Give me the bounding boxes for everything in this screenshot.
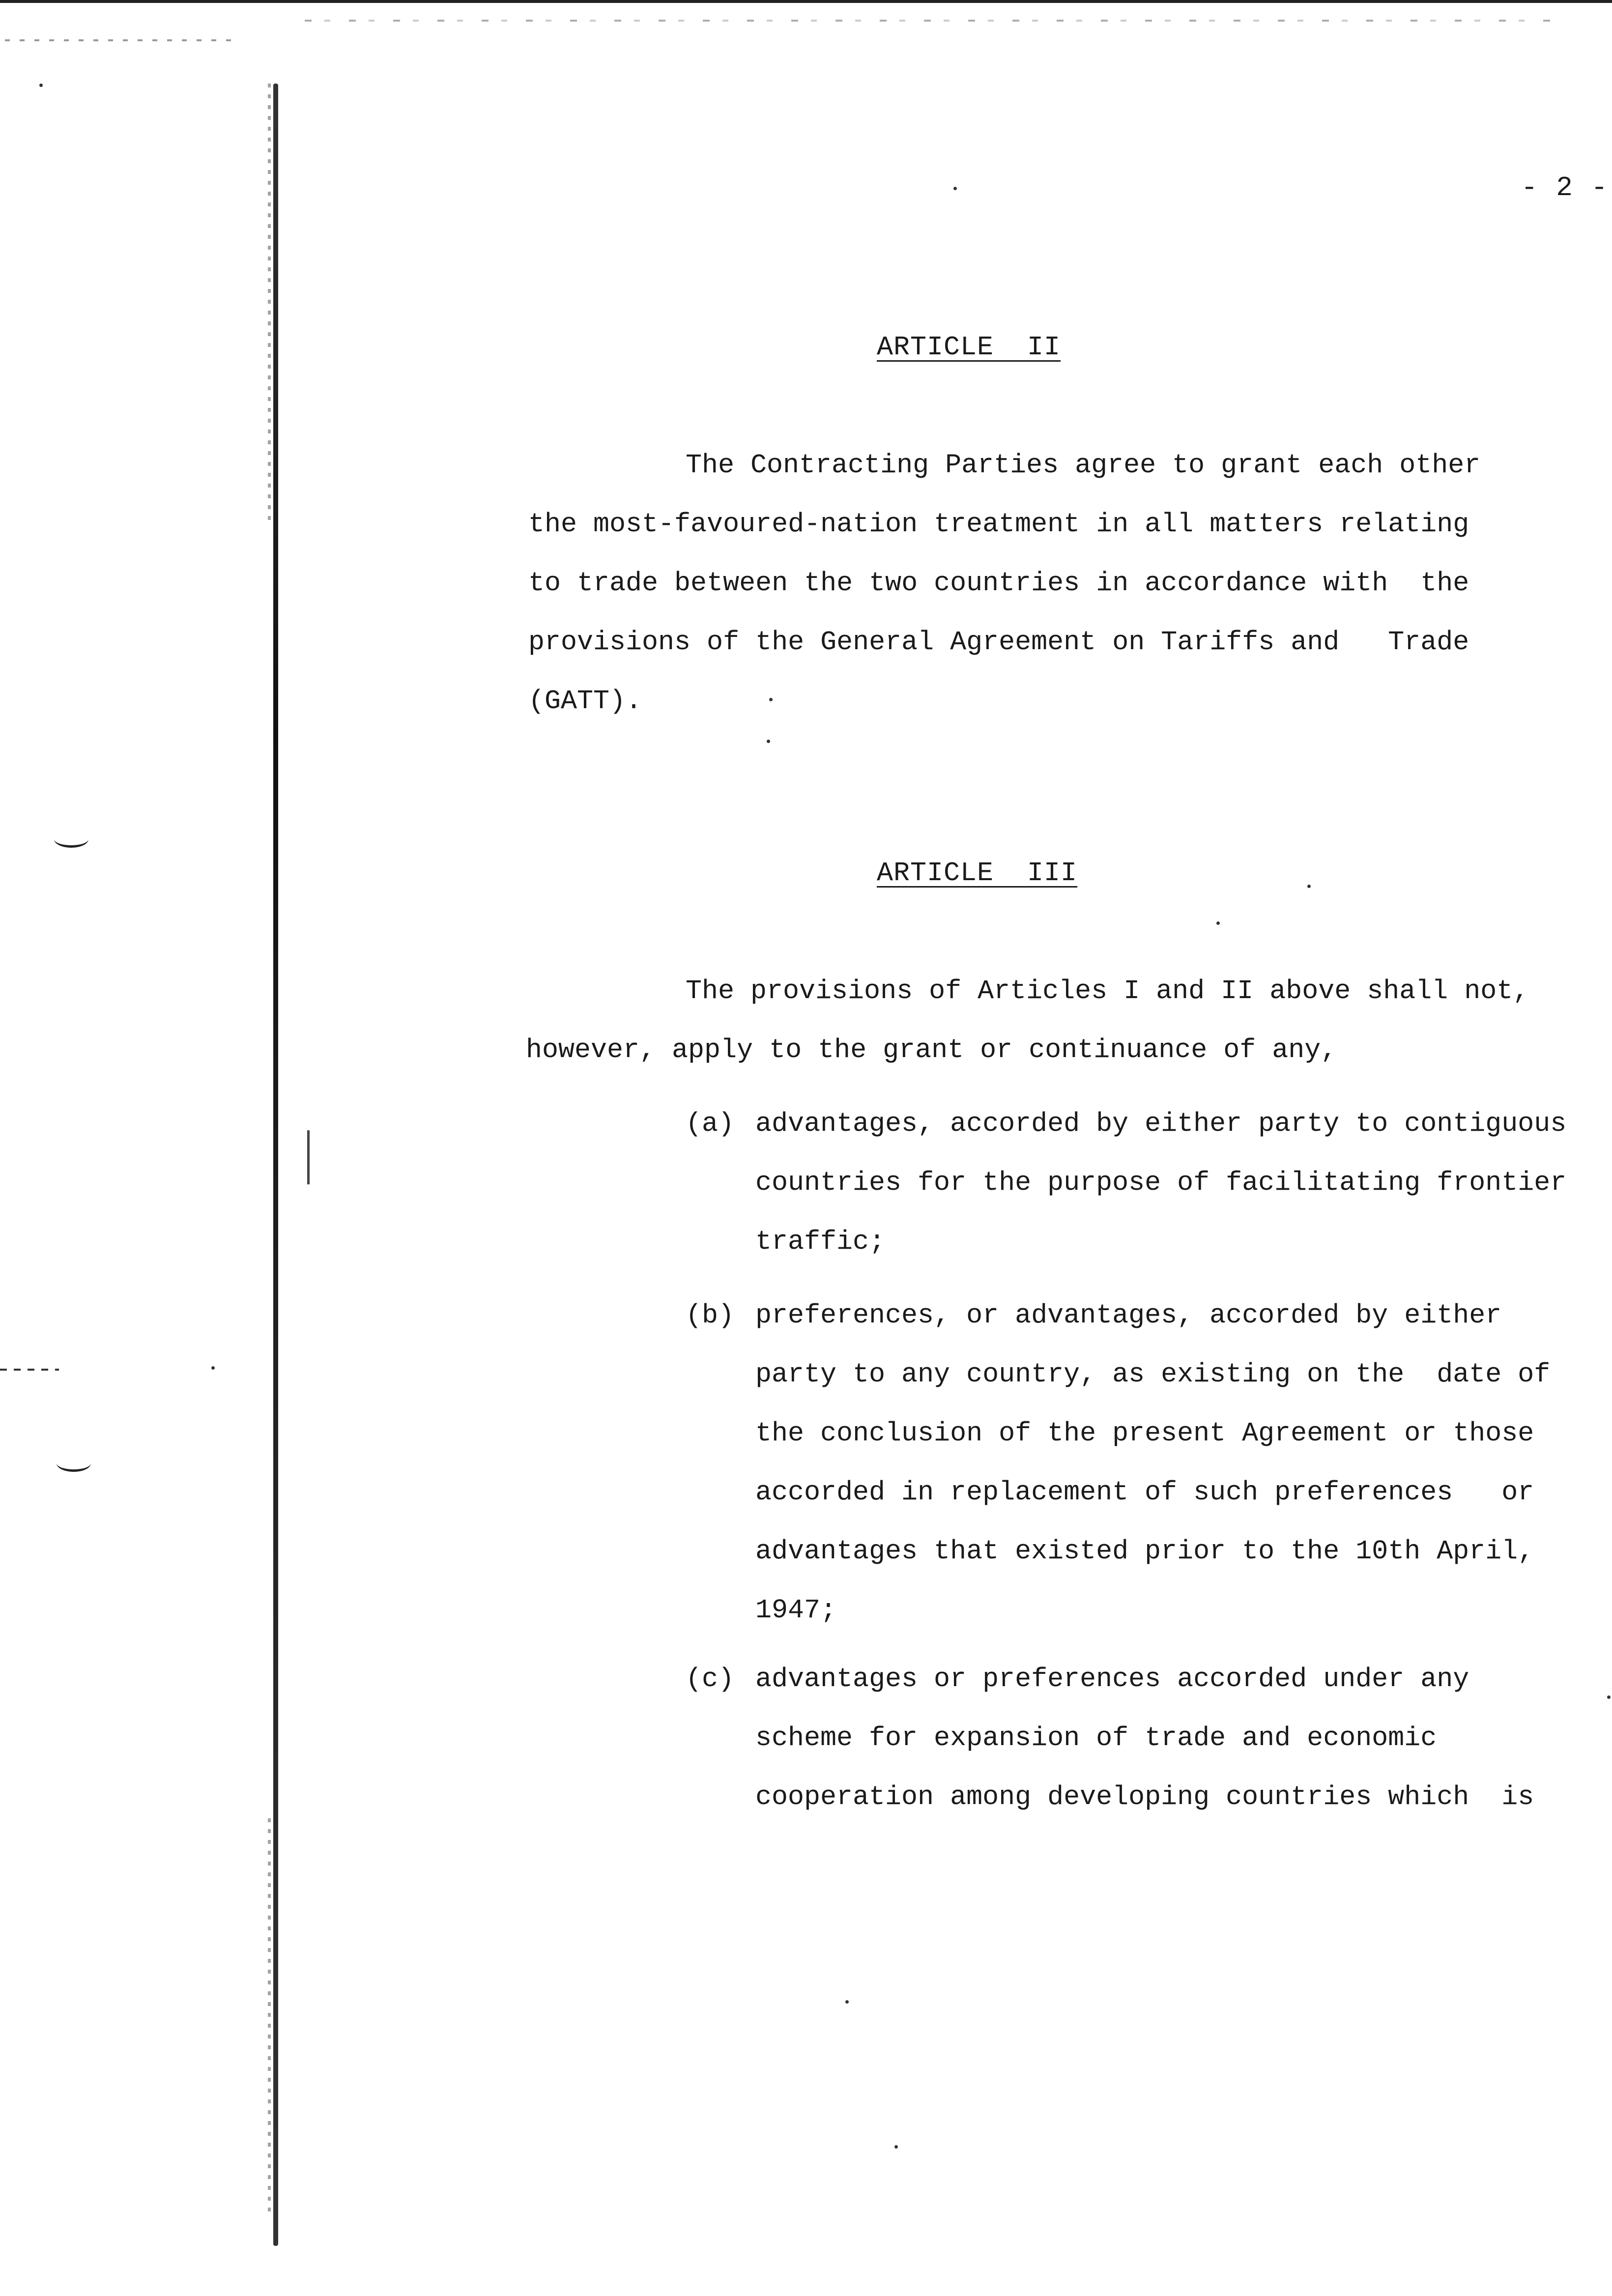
scan-speck bbox=[1216, 921, 1220, 925]
scan-speck bbox=[767, 740, 770, 743]
scan-speck bbox=[894, 2145, 898, 2149]
scan-speck bbox=[769, 698, 773, 701]
list-item-line: cooperation among developing countries which is bbox=[755, 1781, 1534, 1812]
article-ii-line: The Contracting Parties agree to grant each other bbox=[686, 450, 1481, 481]
list-item-line: preferences, or advantages, accorded by either bbox=[755, 1300, 1502, 1331]
page-number: - 2 - bbox=[1521, 172, 1609, 203]
scan-margin-dots bbox=[268, 84, 271, 526]
article-ii-line: to trade between the two countries in accordance with the bbox=[528, 568, 1469, 599]
list-item-line: advantages, accorded by either party to contiguous bbox=[755, 1108, 1567, 1139]
article-ii-line: (GATT). bbox=[528, 686, 642, 717]
scan-speck bbox=[953, 187, 957, 190]
list-item-line: accorded in replacement of such preferences or bbox=[755, 1477, 1534, 1508]
list-item-line: advantages that existed prior to the 10th April, bbox=[755, 1536, 1534, 1567]
scan-top-edge bbox=[0, 0, 1612, 3]
margin-rule bbox=[273, 84, 278, 2246]
list-item-marker: (b) bbox=[686, 1300, 735, 1331]
scan-margin-dots bbox=[268, 1818, 271, 2211]
scan-speck bbox=[845, 2000, 849, 2004]
scan-speck bbox=[39, 84, 43, 87]
list-item-line: traffic; bbox=[755, 1226, 886, 1257]
scan-smudge bbox=[305, 20, 1563, 22]
scan-speck bbox=[1307, 885, 1311, 888]
article-iii-heading: ARTICLE III bbox=[877, 858, 1078, 889]
article-ii-heading: ARTICLE II bbox=[877, 332, 1061, 363]
list-item-marker: (a) bbox=[686, 1108, 735, 1139]
article-iii-intro-line: The provisions of Articles I and II above shall not, bbox=[686, 976, 1529, 1006]
article-ii-line: provisions of the General Agreement on Tariffs and Trade bbox=[528, 627, 1469, 658]
punch-hole-mark bbox=[54, 831, 88, 848]
list-item-line: scheme for expansion of trade and economic bbox=[755, 1722, 1437, 1753]
scan-mark bbox=[0, 1369, 59, 1371]
list-item-line: 1947; bbox=[755, 1595, 837, 1626]
scan-mark bbox=[307, 1130, 310, 1184]
list-item-line: advantages or preferences accorded under any bbox=[755, 1664, 1469, 1694]
punch-hole-mark bbox=[57, 1455, 91, 1472]
article-iii-intro-line: however, apply to the grant or continuance of any, bbox=[526, 1034, 1337, 1065]
scan-smudge bbox=[5, 39, 241, 41]
list-item-line: the conclusion of the present Agreement or those bbox=[755, 1418, 1534, 1449]
list-item-marker: (c) bbox=[686, 1664, 735, 1694]
scan-speck bbox=[1607, 1695, 1611, 1699]
list-item-line: party to any country, as existing on the date of bbox=[755, 1359, 1551, 1390]
scan-speck bbox=[211, 1366, 215, 1370]
list-item-line: countries for the purpose of facilitating frontier bbox=[755, 1167, 1567, 1198]
article-ii-line: the most-favoured-nation treatment in all matters relating bbox=[528, 509, 1469, 540]
